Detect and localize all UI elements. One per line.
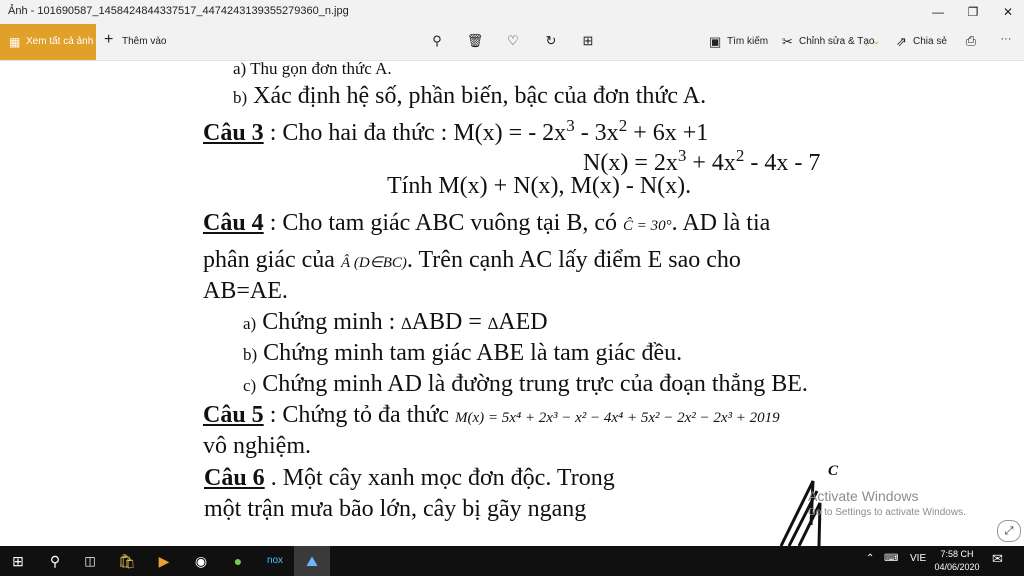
q4-label: Câu 4	[203, 210, 264, 236]
activate-windows-subtitle: Go to Settings to activate Windows.	[808, 507, 966, 518]
coccoc-browser-icon[interactable]: ●	[233, 553, 243, 569]
q4-part-a	[243, 308, 548, 338]
crop-icon[interactable]: ⊞	[582, 33, 594, 48]
question-5	[203, 401, 780, 432]
grid-icon: ▦	[9, 35, 21, 49]
zoom-icon[interactable]: ⚲	[432, 33, 442, 48]
toolbar	[0, 24, 1024, 61]
q3-exp1: 3	[566, 116, 575, 135]
q5-label: Câu 5	[203, 402, 264, 428]
q4-text1: : Cho tam giác ABC vuông tại B, có	[263, 210, 623, 236]
scissors-icon: ✂	[782, 34, 793, 49]
notification-icon[interactable]: ✉	[992, 551, 1003, 566]
activate-windows-title: Activate Windows	[808, 488, 919, 504]
q4-text2: . AD là tia	[671, 210, 771, 236]
add-to-label: Thêm vào	[122, 36, 167, 47]
see-all-photos-button[interactable]	[0, 24, 96, 60]
title-bar	[0, 0, 1024, 24]
edit-create-label: Chỉnh sửa & Tạo	[799, 36, 875, 47]
q3-text: : Cho hai đa thức : M(x) = - 2x	[263, 120, 567, 146]
delete-icon[interactable]: 🗑	[466, 33, 484, 48]
n-text3: - 4x - 7	[744, 150, 821, 176]
see-all-label: Xem tất cả ảnh	[26, 36, 94, 47]
window-title: Ảnh - 101690587_1458424844337517_4474243139355279360_n.jpg	[8, 5, 349, 17]
nox-player-icon[interactable]: nox	[266, 555, 284, 566]
share-label: Chia sẻ	[913, 36, 947, 47]
question-4	[203, 209, 770, 240]
q6-label: Câu 6	[204, 465, 265, 491]
q3-label: Câu 3	[203, 120, 264, 146]
doc-line-b1	[233, 82, 706, 112]
clock-date: 04/06/2020	[934, 562, 980, 572]
share-icon: ⇗	[896, 34, 907, 49]
q4-part-b	[243, 339, 682, 369]
keyboard-icon[interactable]: ⌨	[884, 553, 899, 564]
q4c-label: c)	[243, 376, 257, 395]
q4b-label: b)	[243, 345, 258, 364]
triangle-symbol-2: ∆	[487, 314, 499, 333]
image-search-icon: ▣	[709, 34, 722, 49]
close-button[interactable]: ✕	[1002, 5, 1014, 19]
q4-line-3: AB=AE.	[203, 278, 288, 304]
store-icon[interactable]: 🛍	[118, 553, 136, 569]
q3-exp2: 2	[618, 116, 628, 135]
photos-app-icon[interactable]: ⛰	[294, 546, 330, 576]
maximize-button[interactable]: ❐	[967, 5, 979, 19]
q4-line-2	[203, 246, 741, 277]
question-6	[204, 464, 615, 492]
rotate-icon[interactable]: ↻	[545, 33, 557, 48]
q4b-text: Chứng minh tam giác ABE là tam giác đều.	[257, 340, 683, 366]
favorite-heart-icon[interactable]: ♡	[507, 33, 519, 48]
share-button[interactable]	[896, 24, 946, 60]
q4-bisector: Â (D∈BC)	[340, 255, 407, 271]
q5-text: : Chứng tỏ đa thức	[263, 402, 456, 428]
q4a-text: Chứng minh :	[256, 309, 402, 335]
search-button[interactable]	[709, 24, 773, 60]
clock-time: 7:58 CH	[940, 549, 974, 559]
plus-icon: +	[104, 31, 114, 48]
q5-formula: M(x) = 5x⁴ + 2x³ − x² − 4x⁴ + 5x² − 2x² − 2x³ + 2019	[455, 410, 780, 426]
n-text2: + 4x	[686, 150, 736, 176]
edit-create-button[interactable]	[782, 24, 882, 60]
n-exp1: 3	[677, 146, 687, 165]
figure-label-c: C	[828, 463, 839, 479]
n-exp2: 2	[735, 146, 745, 165]
more-options-button[interactable]: ···	[1000, 33, 1012, 45]
part-a-text: a) Thu gọn đơn thức A.	[233, 61, 392, 78]
expand-icon[interactable]: ⤢	[997, 520, 1021, 542]
q4-l2a: phân giác của	[203, 247, 341, 273]
triangle-symbol-1: ∆	[401, 314, 412, 333]
doc-line-a1	[233, 61, 392, 83]
calc-line: Tính M(x) + N(x), M(x) - N(x).	[387, 173, 692, 199]
q4-part-c	[243, 370, 808, 400]
taskbar	[0, 546, 1024, 576]
q4a-aed: AED	[498, 309, 548, 335]
n-text1: N(x) = 2x	[583, 150, 678, 176]
q4a-label: a)	[243, 314, 257, 333]
minimize-button[interactable]: —	[932, 5, 944, 19]
photo-viewport	[0, 61, 1024, 546]
q4-angle: Ĉ = 30°	[623, 218, 672, 234]
media-player-icon[interactable]: ▶	[158, 553, 170, 569]
q5-line-2: vô nghiệm.	[203, 433, 311, 459]
q3-text2: - 3x	[574, 120, 619, 146]
q3-text3: + 6x +1	[627, 120, 709, 146]
part-b-text: Xác định hệ số, phần biến, bậc của đơn thức A.	[247, 83, 707, 109]
search-icon[interactable]: ⚲	[49, 553, 61, 569]
search-label: Tìm kiếm	[727, 36, 769, 47]
print-icon[interactable]: ⎙	[965, 33, 977, 48]
windows-start-icon[interactable]: ⊞	[12, 553, 24, 569]
disc-icon[interactable]: ◉	[194, 553, 208, 569]
chevron-down-icon: ⌄	[872, 36, 881, 47]
q4c-text: Chứng minh AD là đường trung trực của đoạn thẳng BE.	[256, 371, 808, 397]
system-clock[interactable]	[930, 548, 984, 574]
q4-l2c: . Trên cạnh AC lấy điểm E sao cho	[406, 247, 741, 273]
part-b-label: b)	[233, 88, 248, 107]
input-language[interactable]: VIE	[910, 553, 927, 564]
q6-line-2: một trận mưa bão lớn, cây bị gãy ngang	[204, 496, 587, 522]
chevron-up-icon[interactable]: ⌃	[866, 553, 875, 564]
q6-text: . Một cây xanh mọc đơn độc. Trong	[264, 465, 615, 491]
q4a-abd: ABD =	[411, 309, 488, 335]
add-to-button[interactable]	[104, 24, 174, 60]
task-view-icon[interactable]: ◫	[84, 554, 96, 568]
